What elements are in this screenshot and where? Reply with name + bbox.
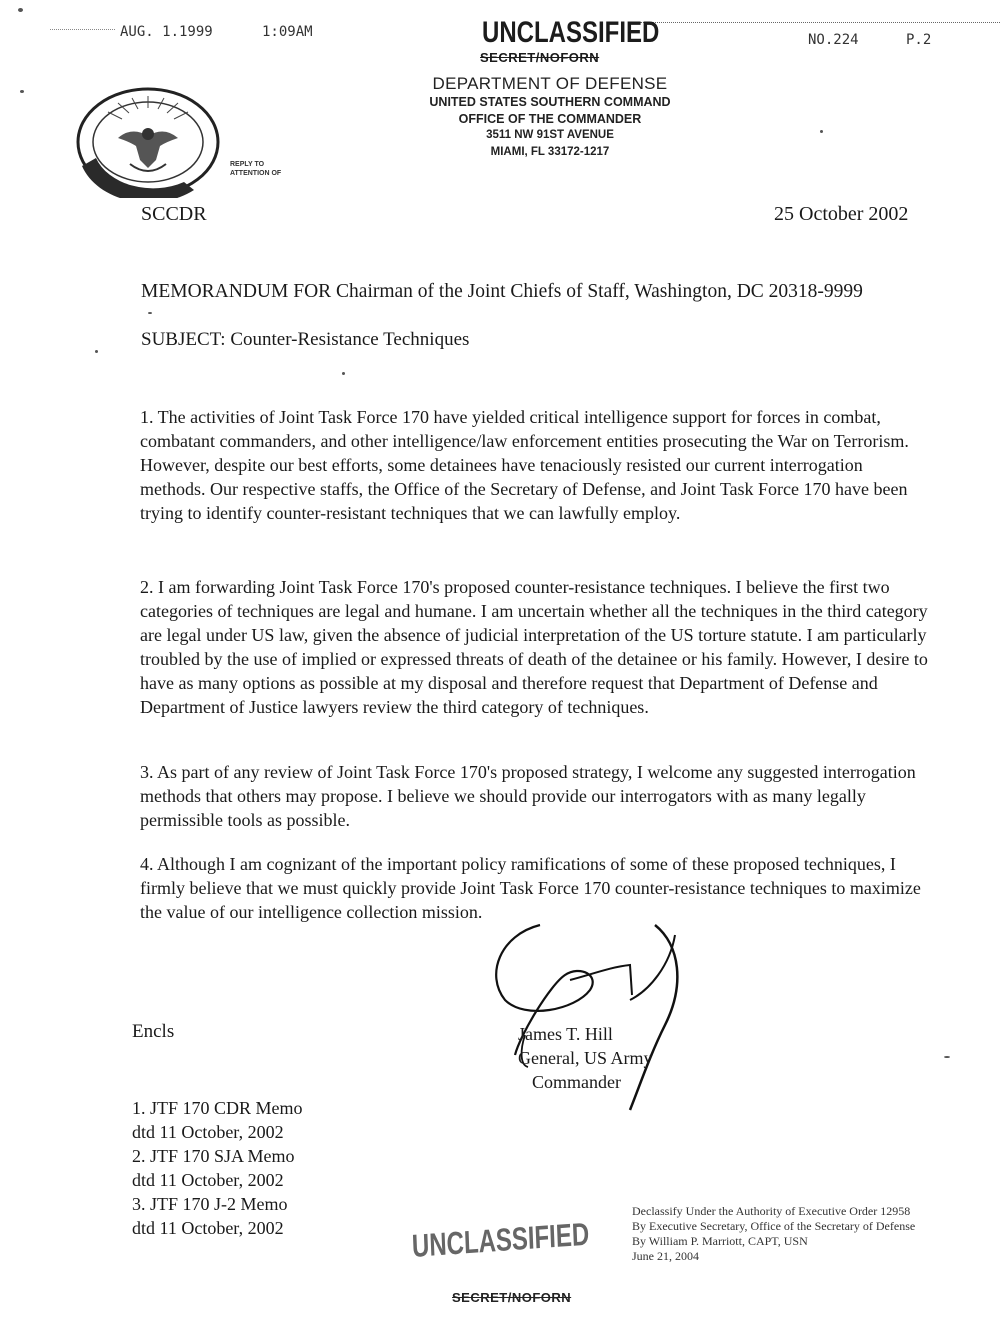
scan-speck [944,1056,950,1058]
enclosure-item: dtd 11 October, 2002 [132,1122,284,1142]
paragraph-1: 1. The activities of Joint Task Force 170 have yielded critical intelligence support for forces in combat, combatant commanders, and other intelligence/law enforcement entities prosecuting the War on Terrorism. However, despite our best efforts, some detainees have tenaciously resisted our current interrogation methods. Our respective staffs, the Office of the Secretary of Defense, and Joint Task Force 170 have been trying to identify counter-resistant techniques that we can lawfully employ. [140,407,909,523]
reply-to-line2: ATTENTION OF [230,170,282,177]
city-address: MIAMI, FL 33172-1217 [490,146,610,158]
signer-title: Commander [532,1072,621,1092]
paragraph-2: 2. I am forwarding Joint Task Force 170's proposed counter-resistance techniques. I believe the first two categories of techniques are legal and humane. I am uncertain whether all the techniques in the third category are legal under US law, given the absence of judicial interpretation of the US torture statute. I am particularly troubled by the use of implied or expressed threats of death of the detainee or his family. However, I desire to have as many options as possible at my disposal and therefore request that Department of Defense and Department of Justice lawyers review the third category of techniques. [140,577,928,717]
department-name: DEPARTMENT OF DEFENSE [432,74,668,93]
fax-dotted-line-left [50,29,115,30]
fax-date: AUG. 1.1999 [120,24,213,40]
enclosures-label: Encls [132,1021,175,1042]
reply-to-line1: REPLY TO [230,161,265,168]
enclosure-item: 1. JTF 170 CDR Memo [132,1098,303,1118]
scan-speck [20,90,24,93]
bottom-struck-classification: SECRET/NOFORN [452,1290,572,1305]
enclosure-item: 2. JTF 170 SJA Memo [132,1146,295,1166]
fax-dotted-line [640,22,1000,23]
enclosure-item: dtd 11 October, 2002 [132,1218,284,1238]
enclosure-item: 3. JTF 170 J-2 Memo [132,1194,288,1214]
memo-subject: SUBJECT: Counter-Resistance Techniques [141,329,470,350]
reply-to-label [230,160,281,178]
top-struck-classification: SECRET/NOFORN [480,50,600,65]
declass-line-3: By William P. Marriott, CAPT, USN [632,1234,808,1248]
office-symbol: SCCDR [141,203,207,225]
bottom-classification-stamp: UNCLASSIFIED [411,1215,590,1264]
memo-addressee: MEMORANDUM FOR Chairman of the Joint Chiefs of Staff, Washington, DC 20318-9999 [141,281,863,302]
enclosure-item: dtd 11 October, 2002 [132,1170,284,1190]
scan-speck [148,312,152,314]
top-classification-stamp: UNCLASSIFIED [482,16,660,49]
scan-speck [95,350,98,353]
signer-rank: General, US Army [518,1048,653,1068]
scan-speck [820,130,823,133]
office-name: OFFICE OF THE COMMANDER [458,112,642,126]
fax-page: P.2 [906,32,932,48]
enclosure-list [132,1096,303,1240]
scan-speck [18,8,23,12]
fax-number: NO.224 [808,32,859,48]
declassification-block [632,1204,915,1264]
signer-name: James T. Hill [518,1024,613,1044]
dod-seal-icon [74,86,222,198]
declass-line-1: Declassify Under the Authority of Executive Order 12958 [632,1204,911,1218]
command-name: UNITED STATES SOUTHERN COMMAND [429,95,671,109]
scan-speck [342,372,345,375]
declass-line-2: By Executive Secretary, Office of the Secretary of Defense [632,1219,916,1233]
declass-line-4: June 21, 2004 [632,1249,699,1263]
street-address: 3511 NW 91ST AVENUE [486,129,614,141]
paragraph-4: 4. Although I am cognizant of the important policy ramifications of some of these proposed techniques, I firmly believe that we must quickly provide Joint Task Force 170 counter-resistance techniques to maximize the value of our intelligence collection mission. [140,854,921,922]
memo-date: 25 October 2002 [774,203,909,225]
paragraph-3: 3. As part of any review of Joint Task Force 170's proposed strategy, I welcome any suggested interrogation methods that others may propose. I believe we should provide our interrogators with as many legally permissible tools as possible. [140,762,916,830]
fax-time: 1:09AM [262,24,313,40]
